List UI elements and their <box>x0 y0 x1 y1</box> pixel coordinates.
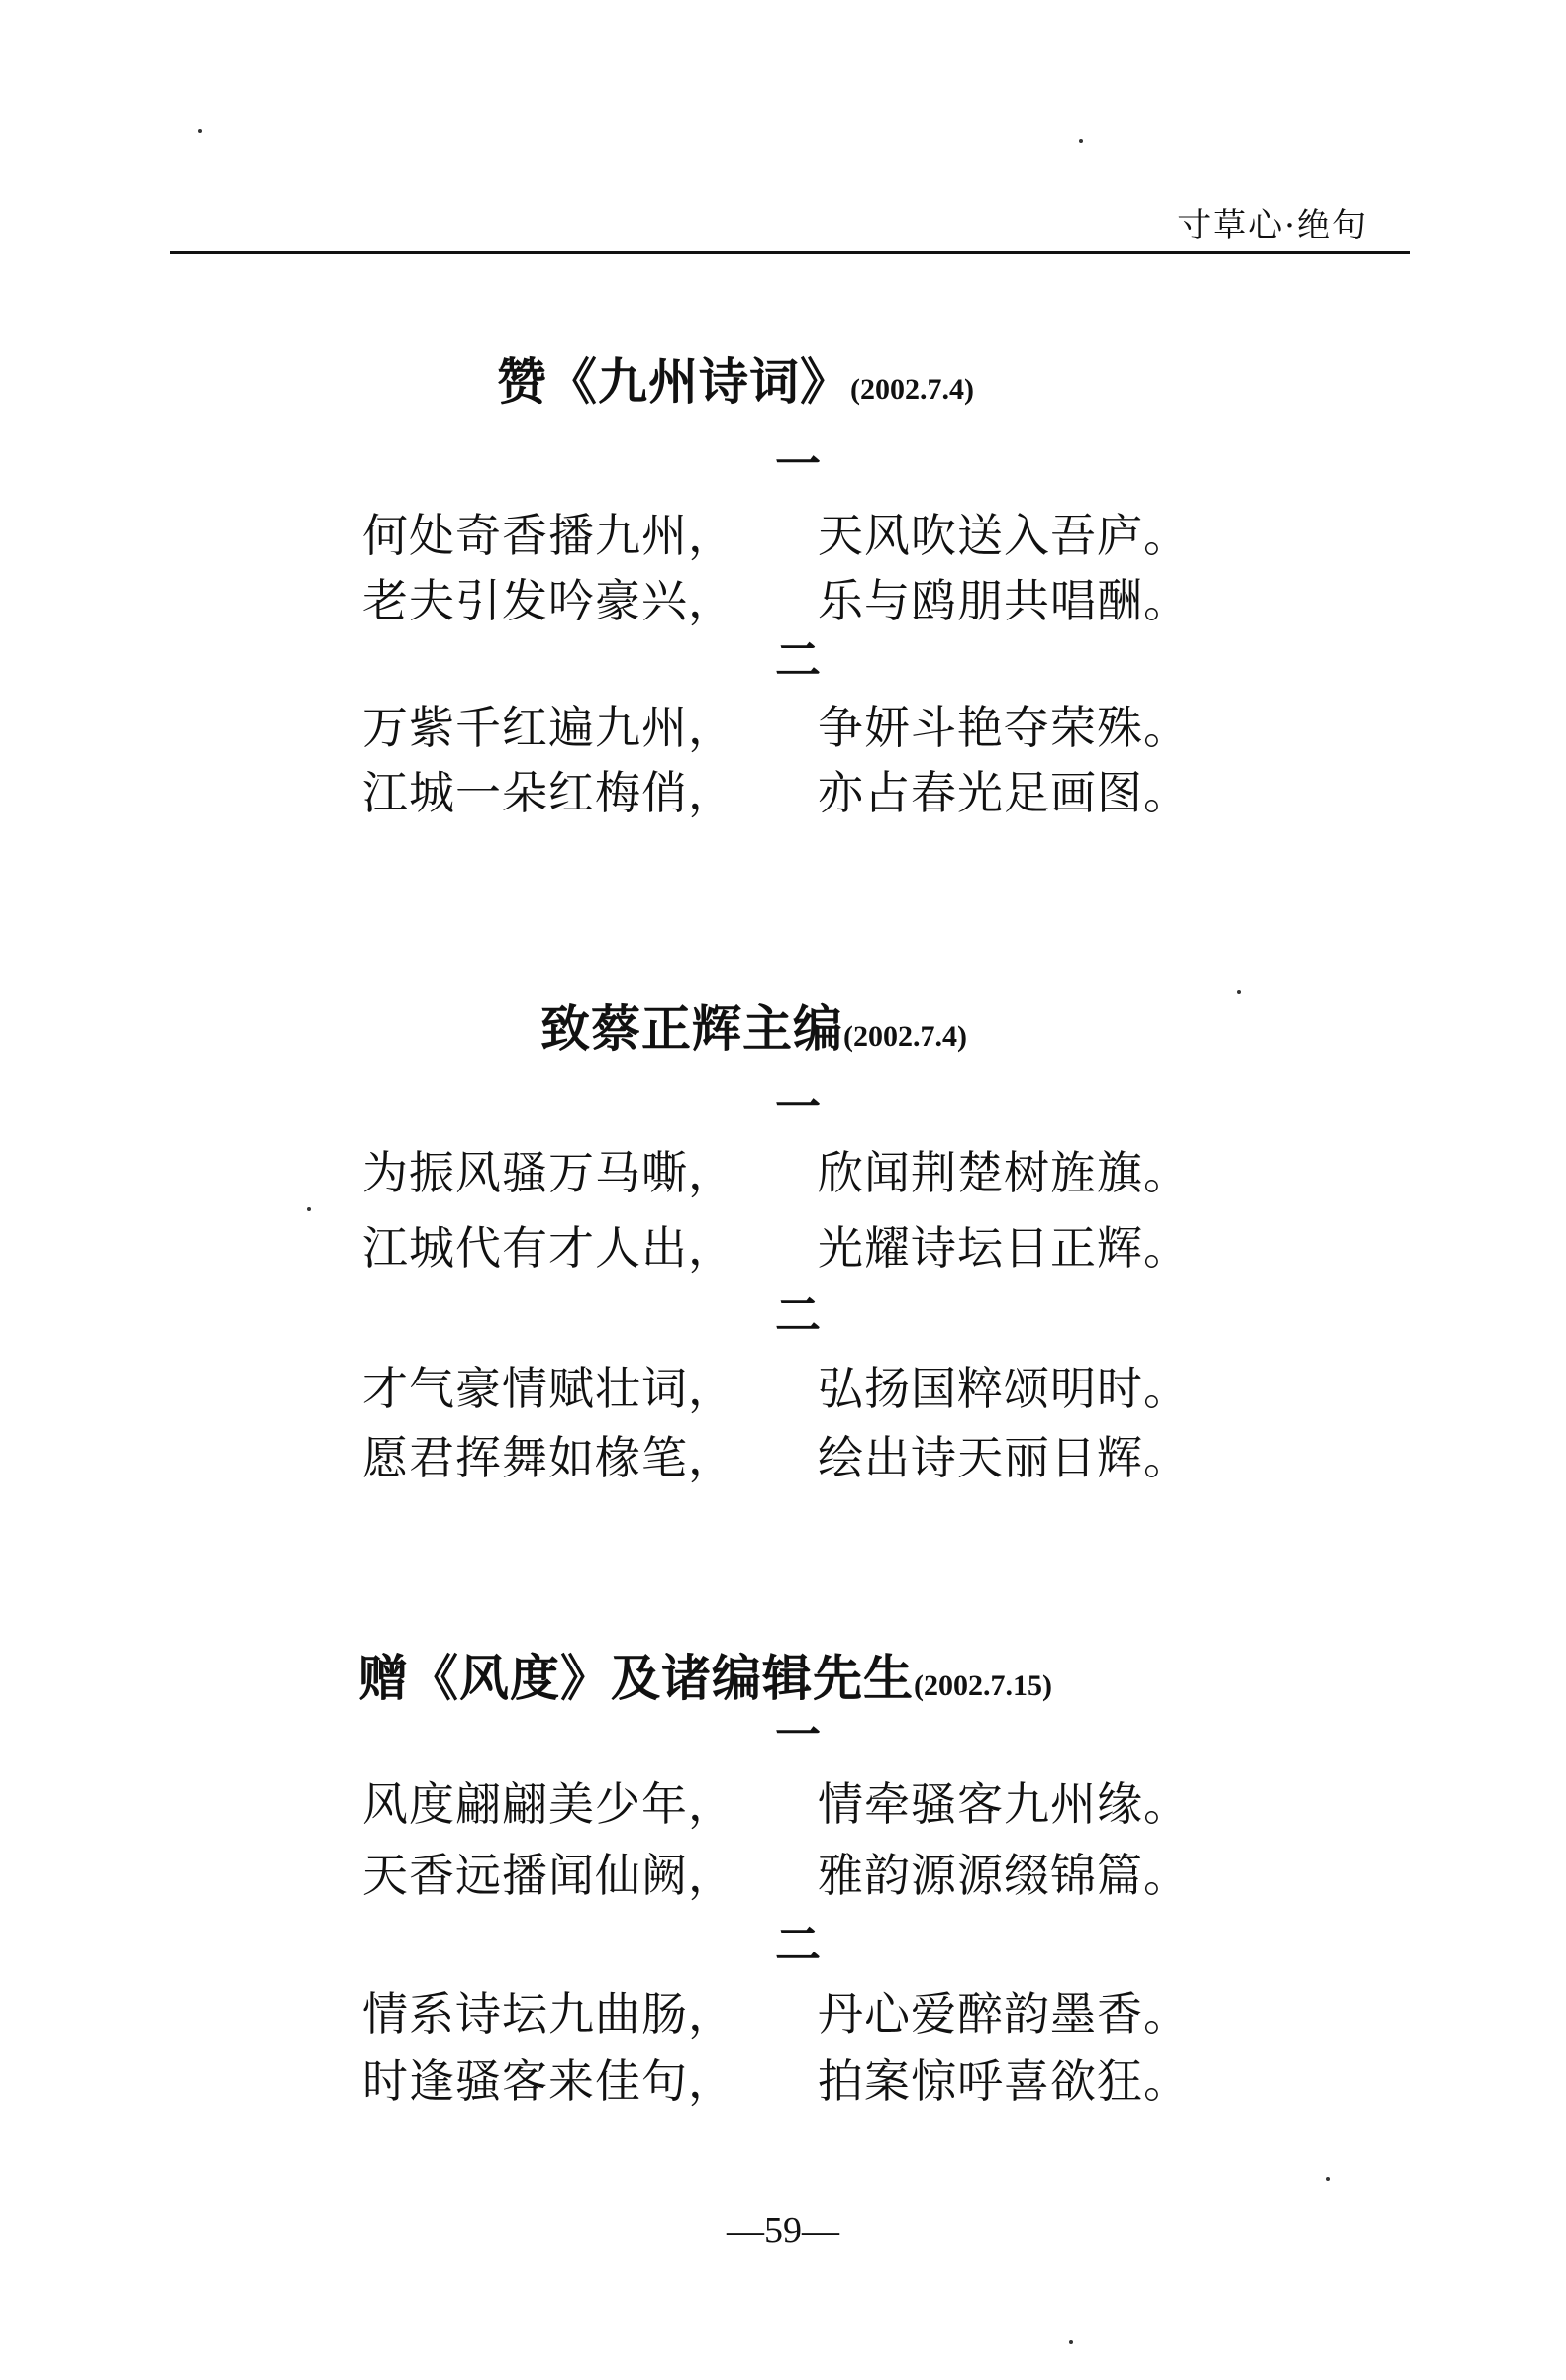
poem-title-text: 赞《九州诗词》 <box>497 353 850 411</box>
verse-line: 欣闻荆楚树旌旗。 <box>818 1146 1190 1199</box>
verse-line: 时逢骚客来佳句， <box>362 2054 734 2108</box>
verse-line: 情牵骚客九州缘。 <box>818 1777 1190 1831</box>
verse-line: 老夫引发吟豪兴， <box>362 574 734 627</box>
poem-title-text: 赠《风度》及诸编辑先生 <box>358 1650 914 1707</box>
poem-date: (2002.7.4) <box>850 373 974 406</box>
verse-line: 情系诗坛九曲肠， <box>362 1987 734 2041</box>
verse-line: 绘出诗天丽日辉。 <box>818 1431 1190 1484</box>
stanza-numeral: 二 <box>775 1918 821 1971</box>
poem-date: (2002.7.15) <box>914 1669 1052 1702</box>
verse-line: 丹心爱醉韵墨香。 <box>818 1987 1190 2041</box>
verse-line: 为振风骚万马嘶， <box>362 1146 734 1199</box>
verse-line: 天风吹送入吾庐。 <box>818 509 1190 562</box>
stanza-numeral: 二 <box>775 1288 821 1342</box>
scan-speck <box>1326 2177 1330 2181</box>
verse-line: 风度翩翩美少年， <box>362 1777 734 1831</box>
running-header: 寸草心·绝句 <box>1177 206 1368 245</box>
stanza-numeral: 一 <box>775 437 821 491</box>
page-number: —59— <box>727 2210 839 2251</box>
stanza-numeral: 一 <box>775 1081 821 1134</box>
stanza-numeral: 一 <box>775 1708 821 1761</box>
header-rule <box>170 251 1410 254</box>
scan-speck <box>1237 990 1241 994</box>
verse-line: 雅韵源源缀锦篇。 <box>818 1849 1190 1902</box>
poem-title <box>358 1639 1052 1710</box>
scan-speck <box>198 129 202 133</box>
scan-speck <box>307 1207 311 1211</box>
verse-line: 江城一朵红梅俏， <box>362 766 734 819</box>
verse-line: 乐与鸥朋共唱酬。 <box>818 574 1190 627</box>
verse-line: 江城代有才人出， <box>362 1221 734 1275</box>
verse-line: 弘扬国粹颂明时。 <box>818 1362 1190 1415</box>
scan-speck <box>1079 139 1083 143</box>
poem-title <box>497 342 974 414</box>
verse-line: 才气豪情赋壮词， <box>362 1362 734 1415</box>
poem-title-text: 致蔡正辉主编 <box>540 1000 843 1058</box>
verse-line: 愿君挥舞如椽笔， <box>362 1431 734 1484</box>
stanza-numeral: 二 <box>775 633 821 687</box>
verse-line: 亦占春光足画图。 <box>818 766 1190 819</box>
scan-speck <box>1069 2340 1073 2344</box>
verse-line: 争妍斗艳夺荣殊。 <box>818 701 1190 754</box>
verse-line: 拍案惊呼喜欲狂。 <box>818 2054 1190 2108</box>
verse-line: 光耀诗坛日正辉。 <box>818 1221 1190 1275</box>
poem-title <box>540 990 967 1061</box>
verse-line: 万紫千红遍九州， <box>362 701 734 754</box>
verse-line: 何处奇香播九州， <box>362 509 734 562</box>
verse-line: 天香远播闻仙阙， <box>362 1849 734 1902</box>
poem-date: (2002.7.4) <box>843 1020 967 1053</box>
